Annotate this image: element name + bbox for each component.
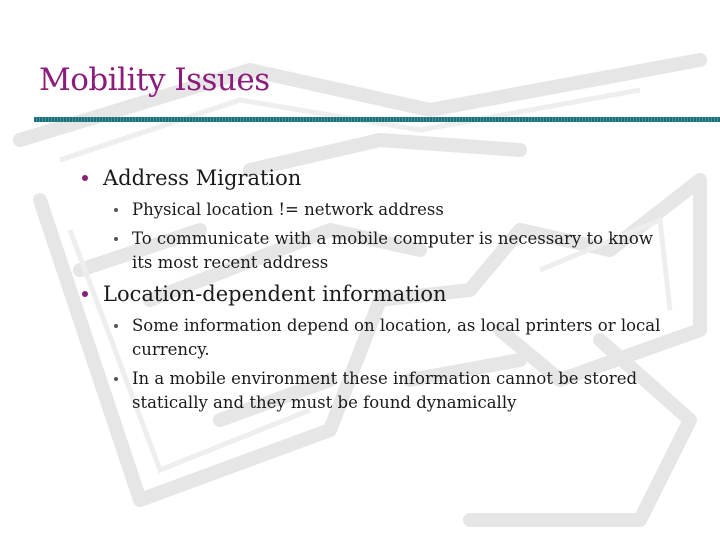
bullet-icon <box>82 175 88 181</box>
bullet-icon <box>82 291 88 297</box>
sub-bullet-icon <box>114 324 118 328</box>
bullet-text: Address Migration <box>103 166 302 190</box>
sub-bullet-item <box>132 314 672 362</box>
slide-title: Mobility Issues <box>39 62 270 98</box>
bullet-item-location-dependent <box>103 282 447 306</box>
bullet-text: Location-dependent information <box>103 282 447 306</box>
sub-bullet-item <box>132 198 672 222</box>
sub-bullet-text: Physical location != network address <box>132 200 444 219</box>
sub-bullet-text: Some information depend on location, as local printers or local currency. <box>132 316 661 359</box>
sub-bullet-icon <box>114 208 118 212</box>
sub-bullet-icon <box>114 237 118 241</box>
bullet-item-address-migration <box>103 166 301 190</box>
sub-bullet-text: To communicate with a mobile computer is necessary to know its most recent address <box>132 229 653 272</box>
sub-bullet-icon <box>114 377 118 381</box>
sub-bullet-item <box>132 227 672 275</box>
sub-bullet-item <box>132 367 672 415</box>
sub-bullet-text: In a mobile environment these information cannot be stored statically and they must be found dynamically <box>132 369 638 412</box>
